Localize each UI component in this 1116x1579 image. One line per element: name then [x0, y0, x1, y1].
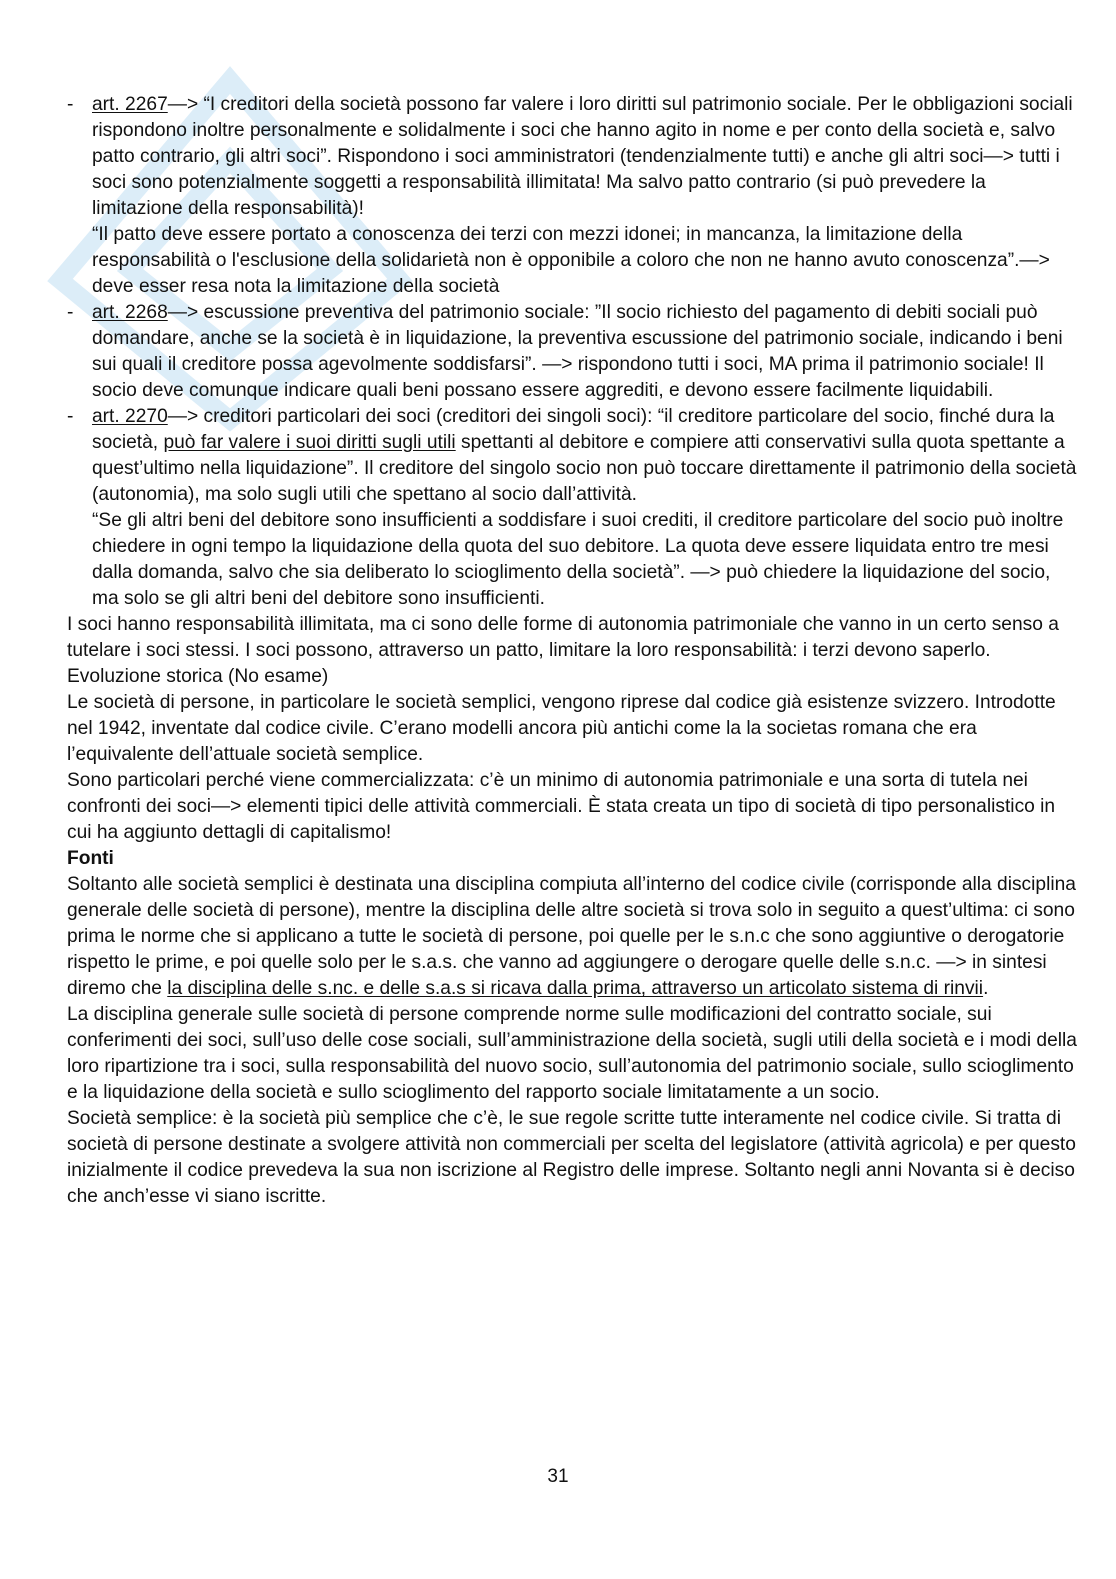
- bullet-art-2268: [67, 300, 1079, 404]
- paragraph: Società semplice: è la società più semplice che c’è, le sue regole scritte tutte interamente nel codice civile. Si tratta di società di persone destinate a svolgere attività non commerciali per scelta del legislatore (attività agricola) e per questo inizialmente il codice prevedeva la sua non iscrizione al Registro delle imprese. Soltanto negli anni Novanta si è deciso che anch’esse vi siano iscritte.: [67, 1108, 1076, 1207]
- underlined-text: può far valere i suoi diritti sugli utili: [163, 432, 456, 453]
- bullet-extra: “Il patto deve essere portato a conoscenza dei terzi con mezzi idonei; in mancanza, la limitazione della responsabilità o l'esclusione della solidarietà non è opponibile a coloro che non ne hanno avuto conoscenza”.—> deve esser resa nota la limitazione della società: [92, 224, 1050, 297]
- bullet-dash: -: [67, 94, 74, 115]
- bullet-text: —> “I creditori della società possono far valere i loro diritti sul patrimonio sociale. Per le obbligazioni sociali rispondono inoltre personalmente e solidalmente i soci che hanno agito in nome e per conto della società e, salvo patto contrario, gli altri soci”. Rispondono i soci amministratori (tendenzialmente tutti) e anche gli altri soci—> tutti i soci sono potenzialmente soggetti a responsabilità illimitata! Ma salvo patto contrario (si può prevedere la limitazione della responsabilità)!: [92, 94, 1073, 219]
- bullet-art-2270: [67, 404, 1079, 612]
- bullet-dash: -: [67, 302, 74, 323]
- article-link: art. 2267: [92, 94, 168, 115]
- bullet-text: —> escussione preventiva del patrimonio sociale: ”Il socio richiesto del pagamento di debiti sociali può domandare, anche se la società è in liquidazione, la preventiva escussione del patrimonio sociale, indicando i beni sui quali il creditore possa agevolmente soddisfarsi”. —> rispondono tutti i soci, MA prima il patrimonio sociale! Il socio deve comunque indicare quali beni possano essere aggrediti, e devono essere facilmente liquidabili.: [92, 302, 1063, 401]
- paragraph: Le società di persone, in particolare le società semplici, vengono riprese dal codice già esistenze svizzero. Introdotte nel 1942, inventate dal codice civile. C’erano modelli ancora più antichi come la la societas romana che era l’equivalente dell’attuale società semplice.: [67, 692, 1056, 765]
- bullet-text: spettanti al debitore e compiere atti conservativi sulla quota spettante a quest’ultimo nella liquidazione”. Il creditore del singolo socio non può toccare direttamente il patrimonio della società (autonomia), ma solo sugli utili che spettano al socio dall’attività.: [92, 432, 1077, 505]
- bullet-art-2267: [67, 92, 1079, 300]
- article-link: art. 2270: [92, 406, 168, 427]
- paragraph: Sono particolari perché viene commercializzata: c’è un minimo di autonomia patrimoniale e una sorta di tutela nei confronti dei soci—> elementi tipici delle attività commerciali. È stata creata un tipo di società di tipo personalistico in cui ha aggiunto dettagli di capitalismo!: [67, 770, 1056, 843]
- section-heading: Fonti: [67, 848, 114, 869]
- paragraph: I soci hanno responsabilità illimitata, ma ci sono delle forme di autonomia patrimoniale che vanno in un certo senso a tutelare i soci stessi. I soci possono, attraverso un patto, limitare la loro responsabilità: i terzi devono saperlo.: [67, 614, 1059, 661]
- bullet-dash: -: [67, 406, 74, 427]
- paragraph: La disciplina generale sulle società di persone comprende norme sulle modificazioni del contratto sociale, sui conferimenti dei soci, sull’uso delle cose sociali, sull’amministrazione della società, sugli utili della società e i modi della loro ripartizione tra i soci, sulla responsabilità del nuovo socio, sull’autonomia del patrimonio sociale, sullo scioglimento e la liquidazione della società e sullo scioglimento del rapporto sociale limitatamente a un socio.: [67, 1004, 1077, 1103]
- article-link: art. 2268: [92, 302, 168, 323]
- paragraph-text: Soltanto alle società semplici è destinata una disciplina compiuta all’interno del codice civile (corrisponde alla disciplina generale delle società di persone), mentre la disciplina delle altre società si trova solo in seguito a quest’ultima: ci sono prima le norme che si applicano a tutte le società di persone, poi quelle per le s.n.c che sono aggiuntive o derogatorie rispetto le prime, e poi quelle solo per le s.a.s. che vanno ad aggiungere o derogare quelle delle s.n.c. —> in sintesi diremo che: [67, 874, 1076, 999]
- paragraph-text: .: [983, 978, 989, 999]
- underlined-text: la disciplina delle s.nc. e delle s.a.s si ricava dalla prima, attraverso un articolato sistema di rinvii: [167, 978, 984, 999]
- bullet-text: —> creditori particolari dei soci (creditori dei singoli soci): “il creditore particolare del socio, finché dura la società,: [92, 406, 1055, 453]
- bullet-extra: “Se gli altri beni del debitore sono insufficienti a soddisfare i suoi crediti, il creditore particolare del socio può inoltre chiedere in ogni tempo la liquidazione della quota del suo debitore. La quota deve essere liquidata entro tre mesi dalla domanda, salvo che sia deliberato lo scioglimento della società”. —> può chiedere la liquidazione del socio, ma solo se gli altri beni del debitore sono insufficienti.: [92, 510, 1064, 609]
- page-number: 31: [547, 1466, 569, 1487]
- subheading: Evoluzione storica (No esame): [67, 666, 329, 687]
- paragraph: [67, 872, 1079, 1002]
- document-body: [67, 92, 1079, 1210]
